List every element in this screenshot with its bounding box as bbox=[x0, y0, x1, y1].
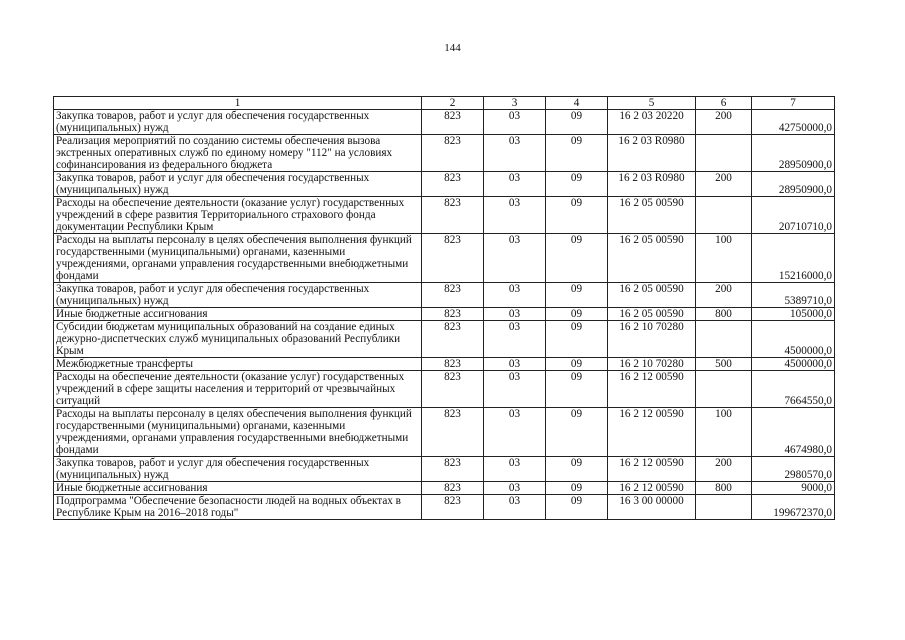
row-section-cell: 03 bbox=[484, 321, 546, 358]
row-grbs-cell: 823 bbox=[422, 408, 484, 457]
row-target-article-cell: 16 3 00 00000 bbox=[608, 495, 696, 520]
row-expense-type-cell: 100 bbox=[696, 234, 752, 283]
row-expense-type-cell bbox=[696, 197, 752, 234]
row-expense-type-cell bbox=[696, 321, 752, 358]
table-row bbox=[54, 172, 835, 197]
row-amount-cell: 4500000,0 bbox=[752, 358, 835, 371]
row-expense-type-cell: 200 bbox=[696, 283, 752, 308]
row-expense-type-cell bbox=[696, 495, 752, 520]
row-name-cell: Иные бюджетные ассигнования bbox=[54, 308, 422, 321]
row-section-cell: 03 bbox=[484, 495, 546, 520]
header-row bbox=[54, 97, 835, 110]
row-amount-cell: 7664550,0 bbox=[752, 371, 835, 408]
row-target-article-cell: 16 2 05 00590 bbox=[608, 234, 696, 283]
row-name-cell: Расходы на обеспечение деятельности (оказание услуг) государственных учреждений в сфере развития Территориального страхового фонда документации Республики Крым bbox=[54, 197, 422, 234]
header-cell: 6 bbox=[696, 97, 752, 110]
row-name-cell: Иные бюджетные ассигнования bbox=[54, 482, 422, 495]
row-expense-type-cell bbox=[696, 371, 752, 408]
row-expense-type-cell: 200 bbox=[696, 172, 752, 197]
row-grbs-cell: 823 bbox=[422, 135, 484, 172]
row-amount-cell: 4674980,0 bbox=[752, 408, 835, 457]
row-expense-type-cell bbox=[696, 135, 752, 172]
row-section-cell: 03 bbox=[484, 234, 546, 283]
row-grbs-cell: 823 bbox=[422, 482, 484, 495]
row-grbs-cell: 823 bbox=[422, 308, 484, 321]
row-subsection-cell: 09 bbox=[546, 321, 608, 358]
row-subsection-cell: 09 bbox=[546, 135, 608, 172]
row-section-cell: 03 bbox=[484, 482, 546, 495]
row-subsection-cell: 09 bbox=[546, 358, 608, 371]
row-section-cell: 03 bbox=[484, 135, 546, 172]
row-grbs-cell: 823 bbox=[422, 321, 484, 358]
table-row bbox=[54, 482, 835, 495]
row-target-article-cell: 16 2 12 00590 bbox=[608, 457, 696, 482]
row-amount-cell: 9000,0 bbox=[752, 482, 835, 495]
table-row bbox=[54, 321, 835, 358]
row-name-cell: Подпрограмма "Обеспечение безопасности людей на водных объектах в Республике Крым на 2016–2018 годы" bbox=[54, 495, 422, 520]
row-subsection-cell: 09 bbox=[546, 283, 608, 308]
row-name-cell: Закупка товаров, работ и услуг для обеспечения государственных (муниципальных) нужд bbox=[54, 457, 422, 482]
row-section-cell: 03 bbox=[484, 308, 546, 321]
row-grbs-cell: 823 bbox=[422, 457, 484, 482]
table-row bbox=[54, 234, 835, 283]
row-target-article-cell: 16 2 12 00590 bbox=[608, 371, 696, 408]
row-section-cell: 03 bbox=[484, 358, 546, 371]
row-expense-type-cell: 100 bbox=[696, 408, 752, 457]
row-amount-cell: 4500000,0 bbox=[752, 321, 835, 358]
row-section-cell: 03 bbox=[484, 408, 546, 457]
table-row bbox=[54, 283, 835, 308]
row-amount-cell: 105000,0 bbox=[752, 308, 835, 321]
row-expense-type-cell: 800 bbox=[696, 308, 752, 321]
row-grbs-cell: 823 bbox=[422, 283, 484, 308]
row-amount-cell: 28950900,0 bbox=[752, 172, 835, 197]
row-grbs-cell: 823 bbox=[422, 495, 484, 520]
row-target-article-cell: 16 2 12 00590 bbox=[608, 408, 696, 457]
row-grbs-cell: 823 bbox=[422, 234, 484, 283]
table-row bbox=[54, 110, 835, 135]
row-amount-cell: 15216000,0 bbox=[752, 234, 835, 283]
table-row bbox=[54, 308, 835, 321]
row-target-article-cell: 16 2 12 00590 bbox=[608, 482, 696, 495]
row-subsection-cell: 09 bbox=[546, 308, 608, 321]
row-subsection-cell: 09 bbox=[546, 457, 608, 482]
row-name-cell: Закупка товаров, работ и услуг для обеспечения государственных (муниципальных) нужд bbox=[54, 110, 422, 135]
table-row bbox=[54, 457, 835, 482]
row-expense-type-cell: 500 bbox=[696, 358, 752, 371]
table-row bbox=[54, 495, 835, 520]
table-row bbox=[54, 408, 835, 457]
row-amount-cell: 42750000,0 bbox=[752, 110, 835, 135]
header-cell: 4 bbox=[546, 97, 608, 110]
header-cell: 2 bbox=[422, 97, 484, 110]
row-amount-cell: 199672370,0 bbox=[752, 495, 835, 520]
row-expense-type-cell: 200 bbox=[696, 457, 752, 482]
row-subsection-cell: 09 bbox=[546, 408, 608, 457]
row-target-article-cell: 16 2 10 70280 bbox=[608, 358, 696, 371]
row-amount-cell: 28950900,0 bbox=[752, 135, 835, 172]
row-section-cell: 03 bbox=[484, 172, 546, 197]
row-section-cell: 03 bbox=[484, 197, 546, 234]
row-section-cell: 03 bbox=[484, 283, 546, 308]
header-cell: 3 bbox=[484, 97, 546, 110]
row-expense-type-cell: 800 bbox=[696, 482, 752, 495]
row-subsection-cell: 09 bbox=[546, 197, 608, 234]
row-name-cell: Субсидии бюджетам муниципальных образований на создание единых дежурно-диспетческих служб муниципальных образований Республики Крым bbox=[54, 321, 422, 358]
row-subsection-cell: 09 bbox=[546, 172, 608, 197]
row-grbs-cell: 823 bbox=[422, 172, 484, 197]
row-amount-cell: 5389710,0 bbox=[752, 283, 835, 308]
header-cell: 1 bbox=[54, 97, 422, 110]
row-grbs-cell: 823 bbox=[422, 110, 484, 135]
row-target-article-cell: 16 2 03 R0980 bbox=[608, 172, 696, 197]
header-cell: 7 bbox=[752, 97, 835, 110]
row-name-cell: Реализация мероприятий по созданию системы обеспечения вызова экстренных оперативных служб по единому номеру "112" на условиях софинансирования из федерального бюджета bbox=[54, 135, 422, 172]
row-name-cell: Расходы на обеспечение деятельности (оказание услуг) государственных учреждений в сфере защиты населения и территорий от чрезвычайных ситуаций bbox=[54, 371, 422, 408]
row-subsection-cell: 09 bbox=[546, 371, 608, 408]
row-name-cell: Расходы на выплаты персоналу в целях обеспечения выполнения функций государственными (муниципальными) органами, казенными учреждениями, органами управления государственными внебюджетными фондами bbox=[54, 408, 422, 457]
table-row bbox=[54, 197, 835, 234]
row-subsection-cell: 09 bbox=[546, 110, 608, 135]
row-name-cell: Межбюджетные трансферты bbox=[54, 358, 422, 371]
row-grbs-cell: 823 bbox=[422, 197, 484, 234]
row-subsection-cell: 09 bbox=[546, 234, 608, 283]
budget-table bbox=[53, 96, 835, 520]
row-section-cell: 03 bbox=[484, 457, 546, 482]
row-target-article-cell: 16 2 03 20220 bbox=[608, 110, 696, 135]
page-number: 144 bbox=[444, 42, 461, 54]
table-row bbox=[54, 371, 835, 408]
row-name-cell: Расходы на выплаты персоналу в целях обеспечения выполнения функций государственными (муниципальными) органами, казенными учреждениями, органами управления государственными внебюджетными фондами bbox=[54, 234, 422, 283]
row-target-article-cell: 16 2 10 70280 bbox=[608, 321, 696, 358]
row-subsection-cell: 09 bbox=[546, 495, 608, 520]
row-section-cell: 03 bbox=[484, 371, 546, 408]
header-cell: 5 bbox=[608, 97, 696, 110]
row-target-article-cell: 16 2 05 00590 bbox=[608, 308, 696, 321]
row-grbs-cell: 823 bbox=[422, 358, 484, 371]
row-grbs-cell: 823 bbox=[422, 371, 484, 408]
row-subsection-cell: 09 bbox=[546, 482, 608, 495]
row-amount-cell: 20710710,0 bbox=[752, 197, 835, 234]
row-target-article-cell: 16 2 03 R0980 bbox=[608, 135, 696, 172]
row-expense-type-cell: 200 bbox=[696, 110, 752, 135]
row-target-article-cell: 16 2 05 00590 bbox=[608, 197, 696, 234]
row-target-article-cell: 16 2 05 00590 bbox=[608, 283, 696, 308]
row-amount-cell: 2980570,0 bbox=[752, 457, 835, 482]
table-row bbox=[54, 135, 835, 172]
table-row bbox=[54, 358, 835, 371]
row-name-cell: Закупка товаров, работ и услуг для обеспечения государственных (муниципальных) нужд bbox=[54, 172, 422, 197]
row-name-cell: Закупка товаров, работ и услуг для обеспечения государственных (муниципальных) нужд bbox=[54, 283, 422, 308]
row-section-cell: 03 bbox=[484, 110, 546, 135]
